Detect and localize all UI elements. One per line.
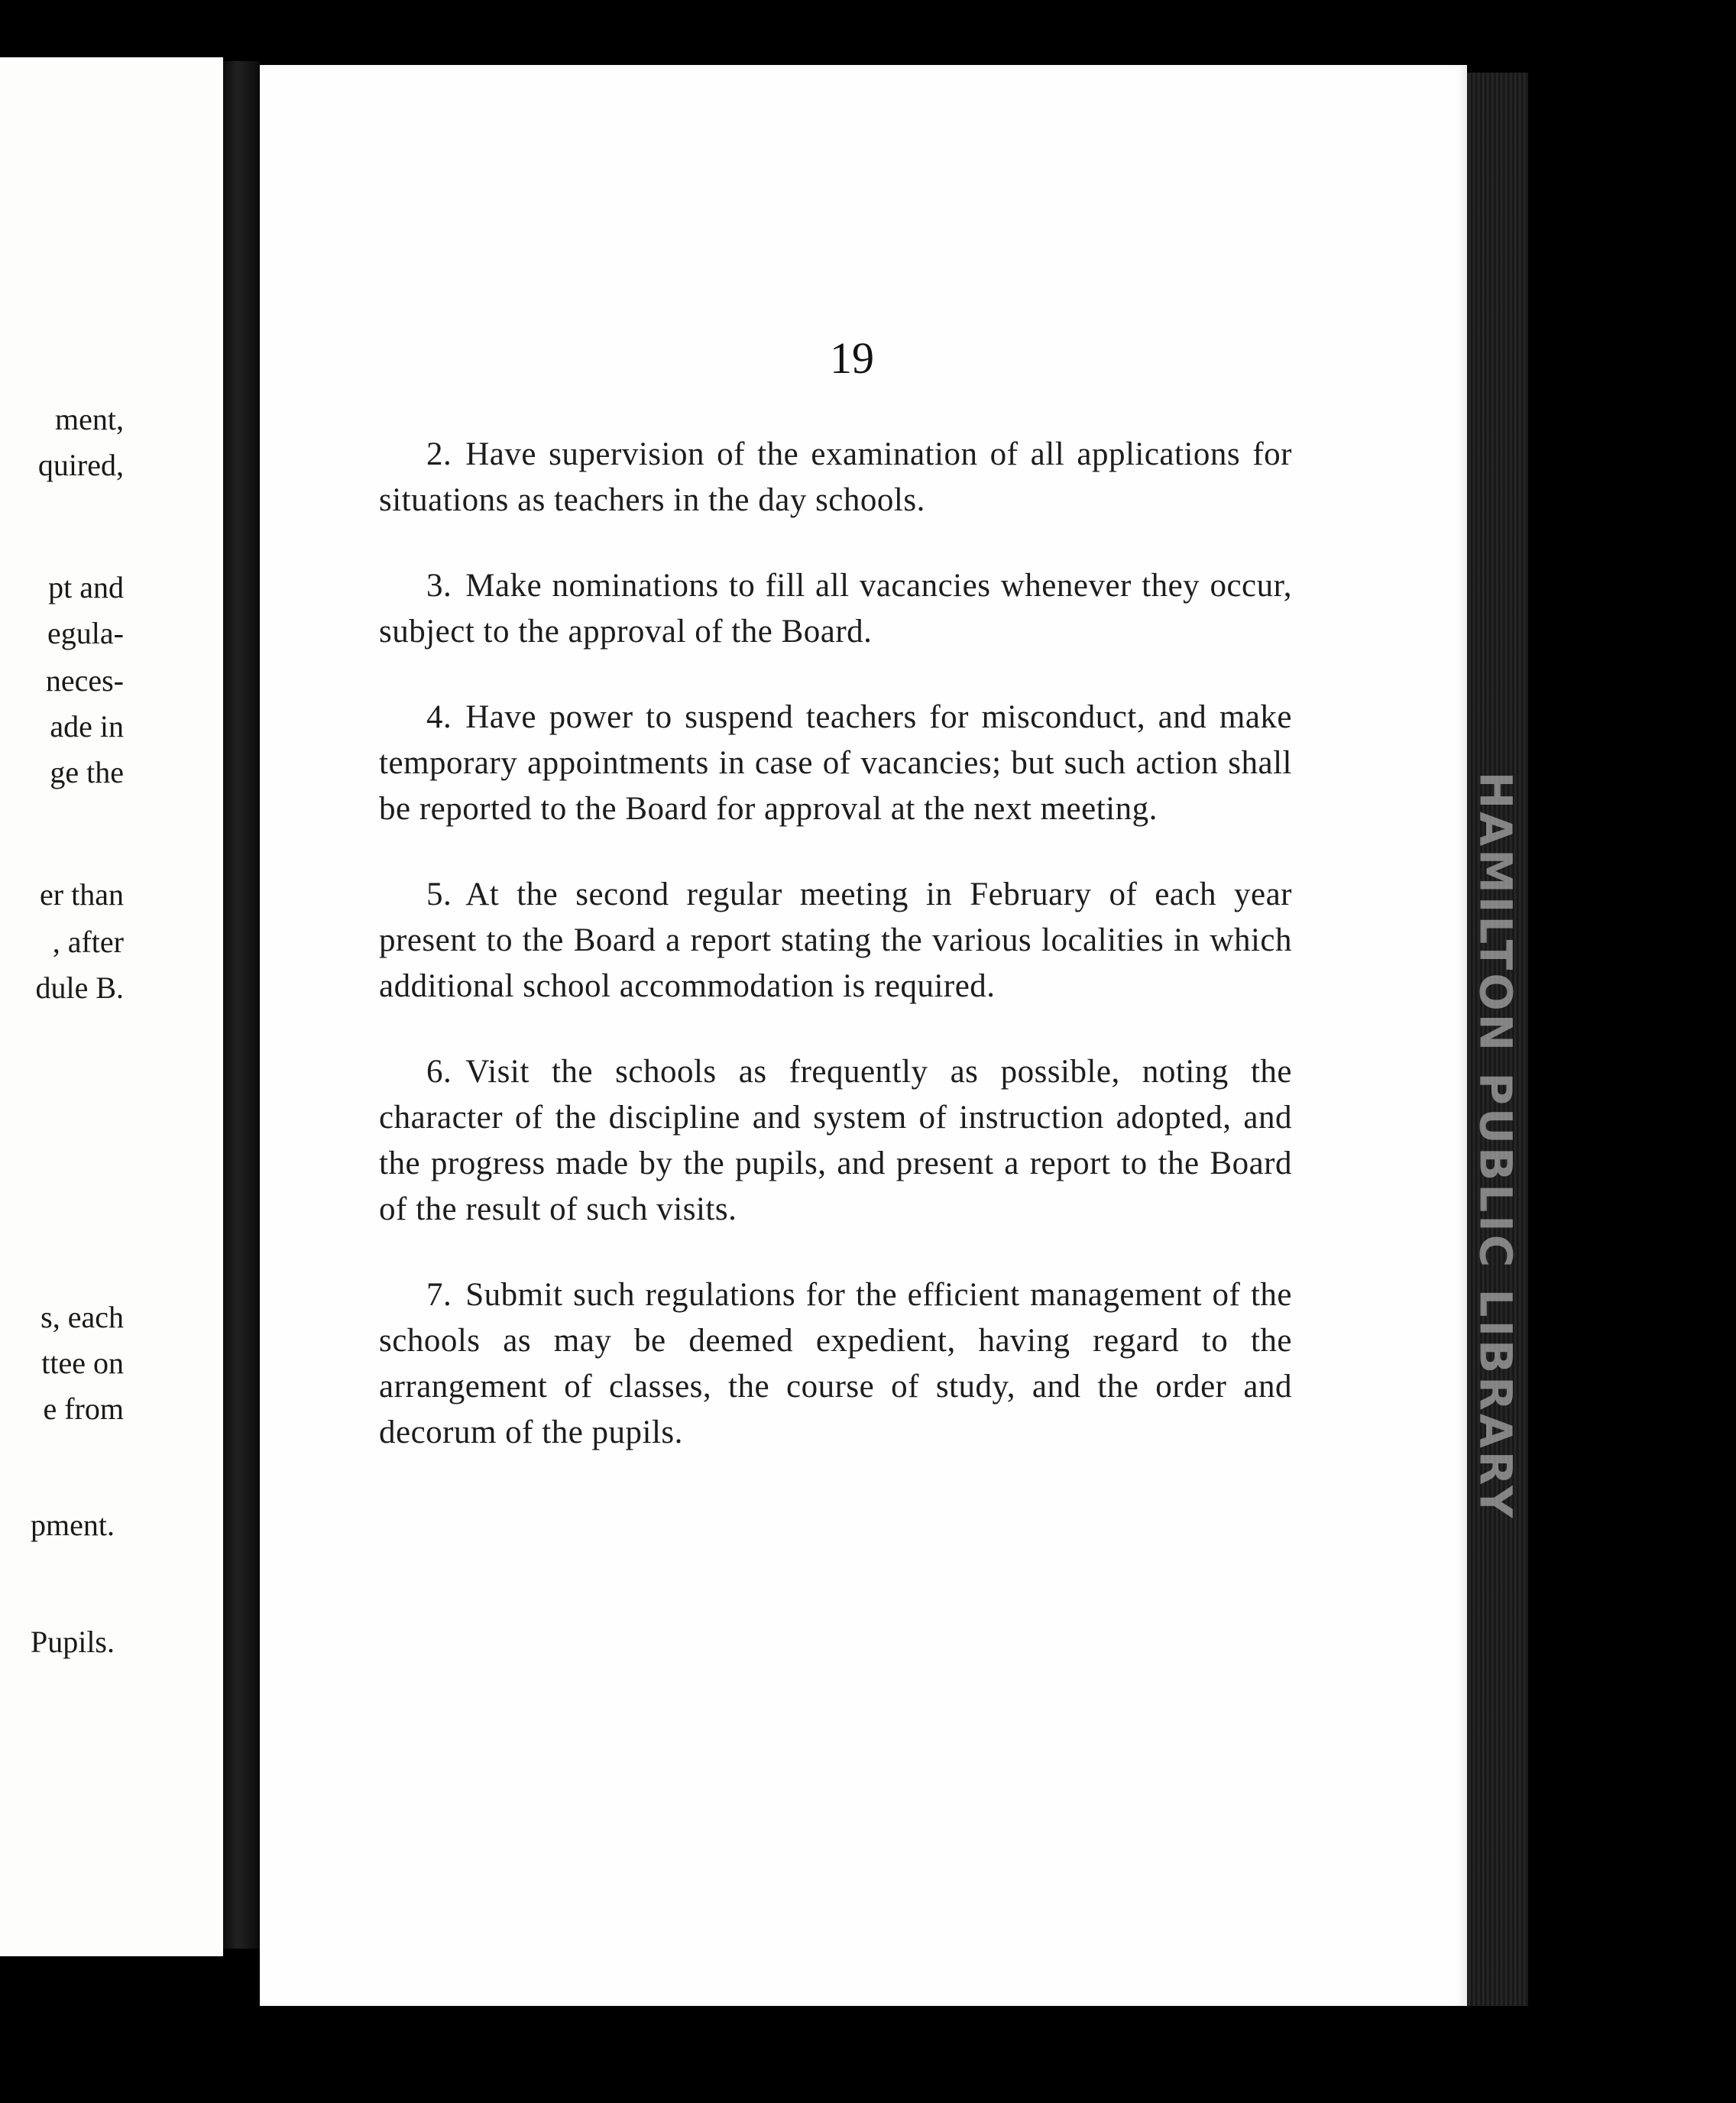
rule-number: 6. bbox=[426, 1054, 452, 1090]
rule-paragraph bbox=[379, 1049, 1292, 1233]
left-page-line: s, each bbox=[40, 1300, 124, 1334]
left-page-fragment bbox=[0, 57, 223, 1956]
rule-number: 5. bbox=[426, 877, 452, 912]
rule-number: 4. bbox=[426, 699, 452, 735]
rule-text: Have power to suspend teachers for misconduct, and make temporary appointments in case of vacancies; but such action shall be reported to the Board for approval at the next meeting. bbox=[379, 699, 1292, 827]
rule-text: Submit such regulations for the efficient management of the schools as may be deemed expedient, having regard to the arrangement of classes, the course of study, and the order and decorum of the pupils. bbox=[379, 1277, 1292, 1450]
left-page-line: er than bbox=[40, 877, 124, 912]
left-page-line: e from bbox=[43, 1392, 124, 1426]
left-page-line: quired, bbox=[37, 448, 124, 482]
left-page-line: egula- bbox=[47, 616, 124, 650]
rule-paragraph bbox=[379, 1272, 1292, 1456]
rule-paragraph bbox=[379, 872, 1292, 1009]
rule-number: 3. bbox=[426, 568, 452, 604]
library-stamp bbox=[1469, 650, 1522, 1643]
book-gutter bbox=[223, 61, 260, 1949]
rules-text-column bbox=[379, 432, 1292, 1495]
left-page-line: dule B. bbox=[35, 970, 124, 1005]
rule-text: Make nominations to fill all vacancies whenever they occur, subject to the approval of the Board. bbox=[379, 568, 1292, 650]
rule-text: Visit the schools as frequently as possible, noting the character of the discipline and system of instruction adopted, and the progress made by the pupils, and present a report to the Board of the result of such visits. bbox=[379, 1054, 1292, 1227]
page-number: 19 bbox=[830, 333, 874, 383]
rule-text: Have supervision of the examination of all applications for situations as teachers in the day schools. bbox=[379, 436, 1292, 518]
left-page-line: ge the bbox=[50, 755, 124, 789]
left-page-line: ment, bbox=[55, 402, 124, 436]
rule-paragraph bbox=[379, 563, 1292, 655]
left-page-line: pment. bbox=[31, 1508, 115, 1542]
library-stamp-text: HAMILTON PUBLIC LIBRARY bbox=[1469, 771, 1522, 1521]
rule-number: 7. bbox=[426, 1277, 452, 1313]
left-page-line: neces- bbox=[45, 663, 124, 698]
rule-number: 2. bbox=[426, 436, 452, 472]
left-page-line: Pupils. bbox=[30, 1625, 115, 1659]
left-page-line: , after bbox=[52, 925, 124, 959]
rule-paragraph bbox=[379, 695, 1292, 832]
rule-text: At the second regular meeting in February of each year present to the Board a report stating the various localities in which additional school accommodation is required. bbox=[379, 877, 1292, 1004]
left-page-line: ttee on bbox=[41, 1346, 124, 1380]
rule-paragraph bbox=[379, 432, 1292, 523]
left-page-line: pt and bbox=[48, 570, 124, 604]
left-page-line: ade in bbox=[50, 709, 124, 744]
